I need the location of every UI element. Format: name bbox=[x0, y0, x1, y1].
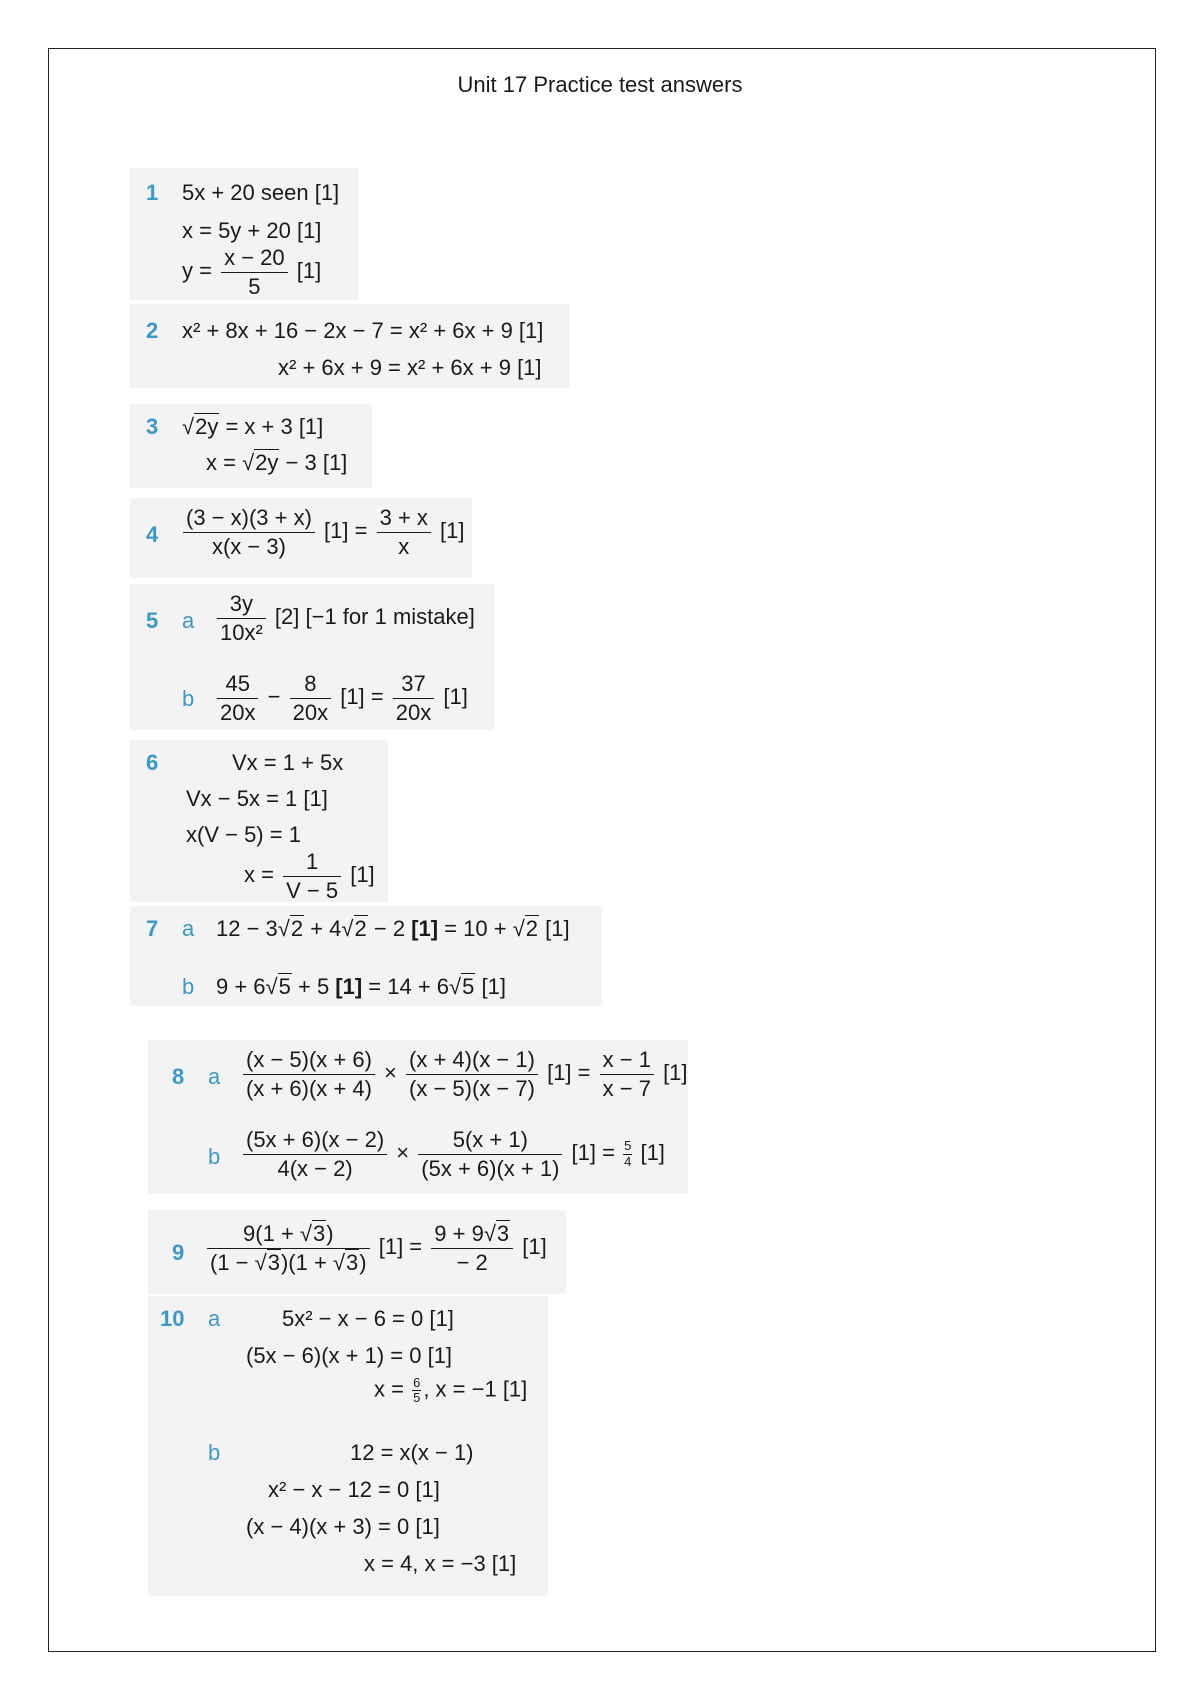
mark: [1] bbox=[411, 916, 439, 941]
part-label: a bbox=[182, 608, 195, 633]
fraction: $\frac{1}{V - 5}$ bbox=[283, 848, 341, 904]
part-label: a bbox=[208, 1306, 221, 1331]
fraction: $\frac{8}{20x}$ bbox=[290, 670, 331, 726]
question-number: 7 bbox=[146, 916, 159, 941]
square-root: √ 5 bbox=[266, 973, 292, 999]
answer-line: Vx − 5x = 1 [1] bbox=[186, 786, 328, 811]
fraction: $\frac{(3 - x)(3 + x)}{x(x - 3)}$ bbox=[183, 504, 315, 560]
mark: [1] bbox=[663, 1059, 688, 1085]
answer-line bbox=[214, 590, 475, 646]
equation-text: x = bbox=[244, 861, 274, 887]
answer-line: 5x² − x − 6 = 0 [1] bbox=[282, 1306, 454, 1331]
fraction: $\frac{45}{20x}$ bbox=[217, 670, 258, 726]
square-root: √ 3 bbox=[333, 1249, 359, 1275]
mark: [1] bbox=[640, 1139, 665, 1165]
part-label: b bbox=[182, 686, 195, 711]
fraction: $\frac{9 + 9√ 3}{- 2}$ bbox=[431, 1220, 513, 1276]
mark: [1] = bbox=[571, 1139, 615, 1165]
question-number: 2 bbox=[146, 318, 159, 343]
question-number: 10 bbox=[160, 1306, 185, 1331]
square-root: √ 2y bbox=[242, 449, 279, 475]
answer-line: x(V − 5) = 1 bbox=[186, 822, 301, 847]
equation-text: = x + 3 [1] bbox=[219, 414, 324, 439]
operator: × bbox=[396, 1139, 410, 1165]
answer-line bbox=[182, 244, 321, 300]
answer-line: x² + 8x + 16 − 2x − 7 = x² + 6x + 9 [1] bbox=[182, 318, 544, 343]
fraction: $\frac{(x - 5)(x + 6)}{(x + 6)(x + 4)}$ bbox=[243, 1046, 375, 1102]
mark: [1] = bbox=[378, 1233, 423, 1259]
answer-line: (5x − 6)(x + 1) = 0 [1] bbox=[246, 1343, 453, 1368]
fraction: $\frac{3y}{\text{10x²}}$ bbox=[217, 590, 266, 646]
mark: [1] = bbox=[547, 1059, 591, 1085]
part-label: b bbox=[208, 1440, 221, 1465]
question-number: 4 bbox=[146, 522, 159, 547]
mark: [1] = bbox=[324, 517, 368, 543]
equation-text: x = bbox=[206, 450, 243, 475]
square-root: √ 3 bbox=[300, 1220, 326, 1246]
answer-line bbox=[240, 1046, 688, 1102]
answer-line: x² + 6x + 9 = x² + 6x + 9 [1] bbox=[278, 355, 542, 380]
fraction: $\frac{(5x + 6)(x - 2)}{4(x - 2)}$ bbox=[243, 1126, 387, 1182]
operator: − bbox=[267, 683, 281, 709]
answer-line bbox=[182, 414, 323, 440]
part-label: a bbox=[208, 1064, 221, 1089]
answer-line bbox=[204, 1220, 547, 1276]
mark: [1] bbox=[440, 517, 465, 543]
small-fraction: $\frac{5}{4}$ bbox=[624, 1138, 632, 1169]
question-number: 1 bbox=[146, 180, 159, 205]
answer-line: (x − 4)(x + 3) = 0 [1] bbox=[246, 1514, 440, 1539]
answer-line bbox=[180, 504, 465, 560]
equation-text: y = bbox=[182, 257, 212, 283]
fraction bbox=[221, 244, 288, 300]
note: [−1 for 1 mistake] bbox=[299, 603, 475, 629]
square-root: √ 2y bbox=[182, 413, 219, 439]
answer-line: 12 − 3√ 2 + 4√ 2 − 2 [1] = 10 + √ 2 [1] bbox=[216, 916, 570, 942]
answer-line bbox=[244, 848, 375, 904]
equation-text: − 3 [1] bbox=[279, 450, 348, 475]
square-root: √ 2 bbox=[513, 915, 539, 941]
square-root: √ 2 bbox=[341, 915, 367, 941]
mark: [1] bbox=[296, 257, 322, 283]
mark: [1] bbox=[350, 861, 375, 887]
answer-line: 5x + 20 seen [1] bbox=[182, 180, 340, 205]
operator: × bbox=[384, 1059, 397, 1085]
square-root: √ 2 bbox=[278, 915, 304, 941]
question-number: 6 bbox=[146, 750, 159, 775]
answer-line: x² − x − 12 = 0 [1] bbox=[268, 1477, 440, 1502]
square-root: √ 5 bbox=[449, 973, 475, 999]
answer-line: 9 + 6√ 5 + 5 [1] = 14 + 6√ 5 [1] bbox=[216, 974, 506, 1000]
answer-line: x = 5y + 20 [1] bbox=[182, 218, 322, 243]
question-number: 3 bbox=[146, 414, 159, 439]
small-fraction: $\frac{6}{5}$ bbox=[413, 1375, 421, 1406]
fraction: $\frac{37}{20x}$ bbox=[393, 670, 434, 726]
fraction: $\frac{3 + x}{x}$ bbox=[377, 504, 431, 560]
square-root: √ 3 bbox=[484, 1220, 510, 1246]
denominator: 5 bbox=[248, 273, 261, 299]
numerator: x − 20 bbox=[221, 244, 288, 273]
question-number: 5 bbox=[146, 608, 159, 633]
answer-line: 12 = x(x − 1) bbox=[350, 1440, 474, 1465]
mark: [1] = bbox=[340, 683, 384, 709]
part-label: b bbox=[182, 974, 195, 999]
question-number: 9 bbox=[172, 1240, 185, 1265]
square-root: √ 3 bbox=[255, 1249, 281, 1275]
mark: [1] bbox=[522, 1233, 547, 1259]
answer-line bbox=[214, 670, 468, 726]
mark: [1] bbox=[335, 974, 363, 999]
question-number: 8 bbox=[172, 1064, 185, 1089]
fraction: $\frac{9(1 + √ 3)}{(1 - √ 3)(1 + √ 3)}$ bbox=[207, 1220, 370, 1276]
answer-line bbox=[240, 1126, 665, 1182]
part-label: b bbox=[208, 1144, 221, 1169]
answer-line: x = 4, x = −3 [1] bbox=[364, 1551, 517, 1576]
page-title: Unit 17 Practice test answers bbox=[457, 72, 743, 97]
part-label: a bbox=[182, 916, 195, 941]
answer-line: x = $\frac{6}{5}$ , x = −1 [1] bbox=[374, 1375, 528, 1406]
mark: [2] bbox=[274, 603, 300, 629]
fraction: $\frac{5(x + 1)}{(5x + 6)(x + 1)}$ bbox=[418, 1126, 562, 1182]
mark: [1] bbox=[443, 683, 468, 709]
fraction: $\frac{x - 1}{x - 7}$ bbox=[600, 1046, 654, 1102]
answer-line bbox=[206, 450, 347, 476]
fraction: $\frac{(x + 4)(x - 1)}{(x - 5)(x - 7)}$ bbox=[406, 1046, 538, 1102]
answer-line: Vx = 1 + 5x bbox=[232, 750, 344, 775]
